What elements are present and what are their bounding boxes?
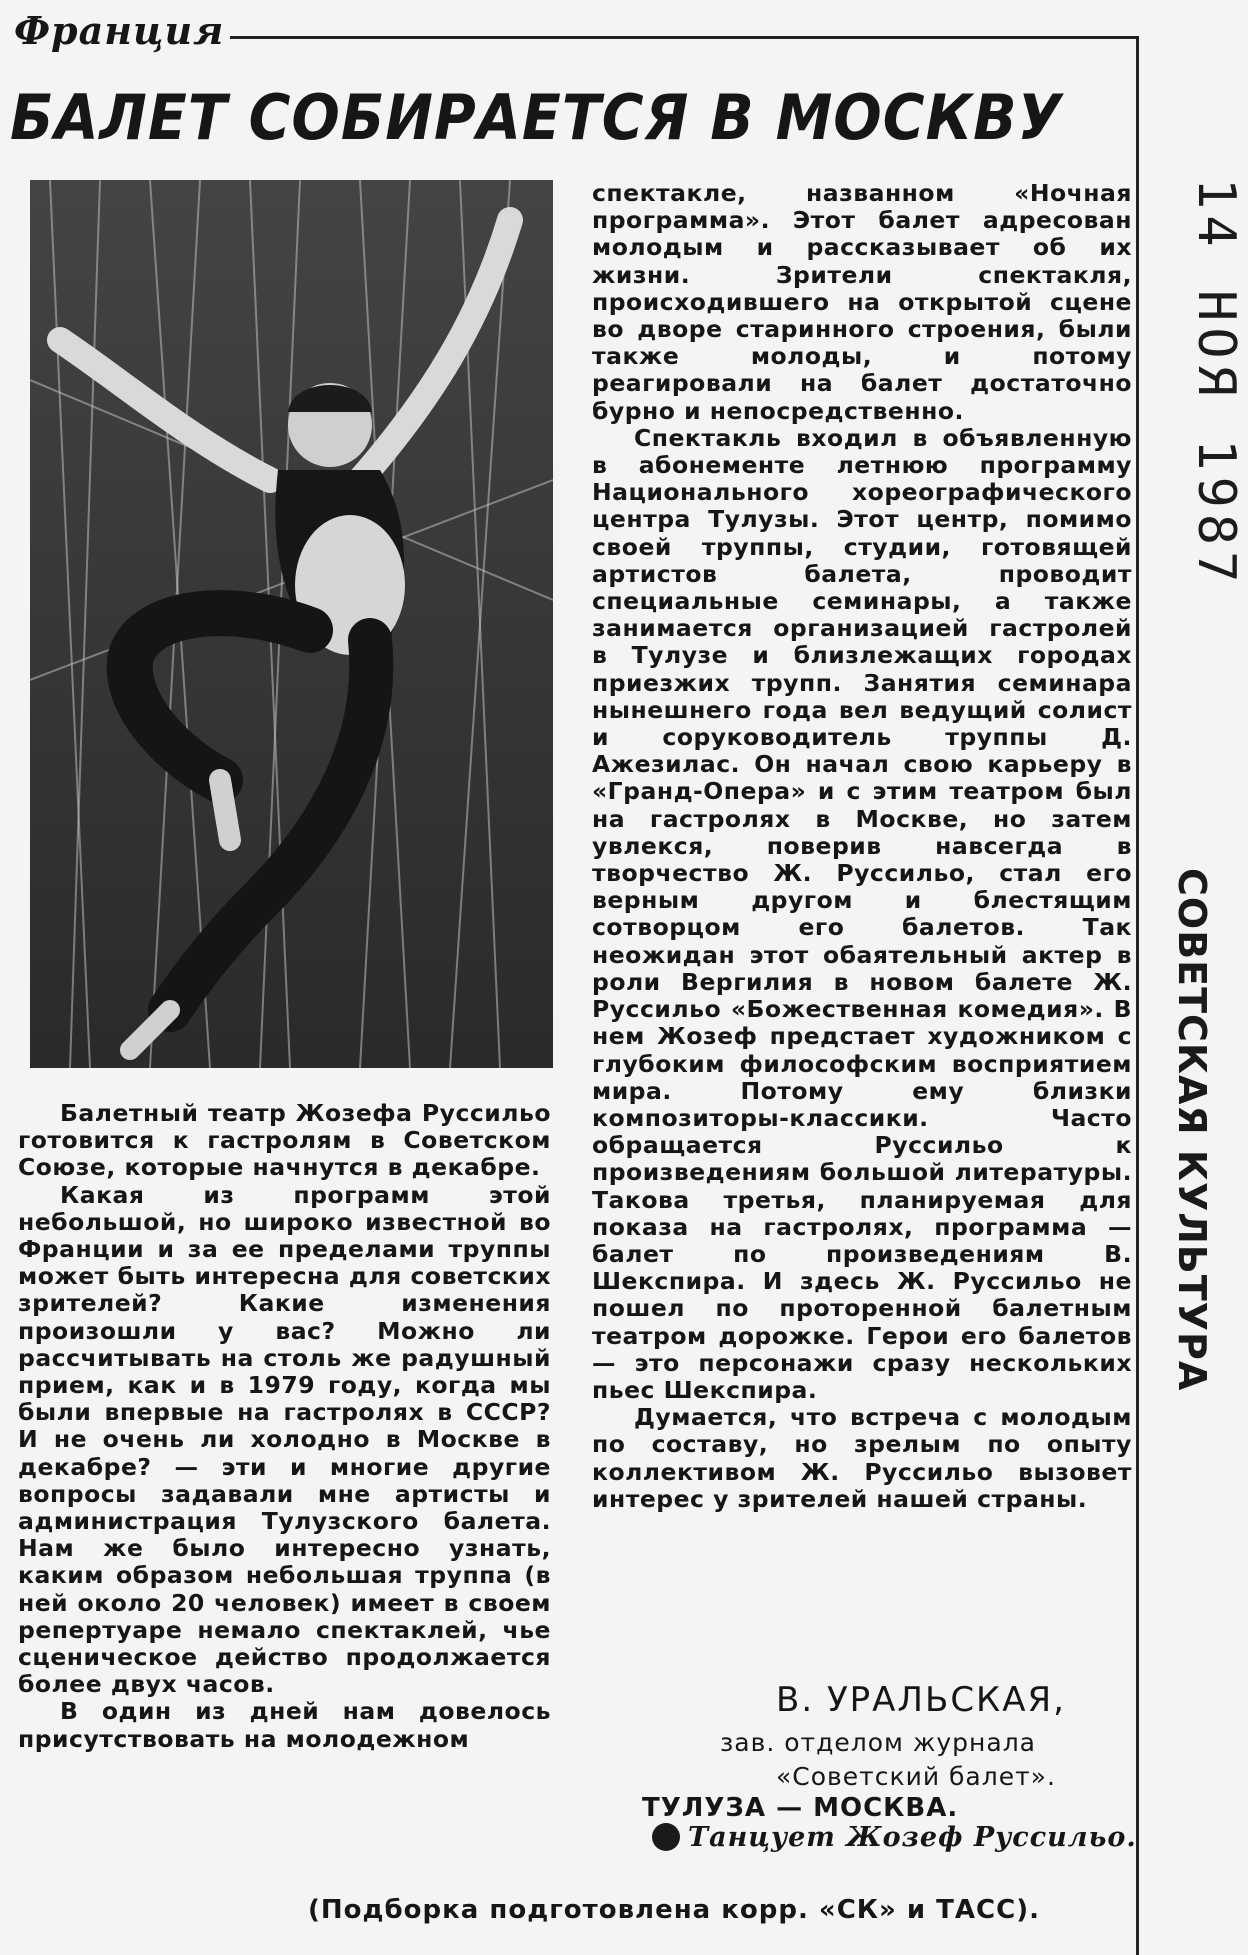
article-paragraph: В один из дней нам довелось присутствовать на молодежном xyxy=(18,1697,551,1753)
author-position: зав. отделом журнала xyxy=(720,1728,1036,1757)
date-stamp-text: 14 НОЯ 1987 xyxy=(1186,178,1246,589)
date-stamp xyxy=(1126,178,1248,658)
article-paragraph: Спектакль входил в объявленную в абонементе летнюю программу Национального хореографического центра Тулузы. Этот центр, помимо своей труппы, студии, готовящей артистов балета, проводит специальные семинары, а также занимается организацией гастролей в Тулузе и близлежащих городах приезжих трупп. Занятия семинара нынешнего года вел ведущий солист и соруководитель труппы Д. Ажезилас. Он начал свою карьеру в «Гранд-Опера» и с этим театром был на гастролях в Москве, но затем увлекся, поверив навсегда в творчество Ж. Руссильо, стал его верным другом и блестящим сотворцом его балетов. Так неожидан этот обаятельный актер в роли Вергилия в новом балете Ж. Руссильо «Божественная комедия». В нем Жозеф предстает художником с глубоким философским восприятием мира. Потому ему близки композиторы-классики. Часто обращается Руссильо к произведениям большой литературы. Такова третья, планируемая для показа на гастролях, программа — балет по произведениям В. Шекспира. И здесь Ж. Руссильо не пошел по проторенной балетным театром дорожке. Герои его балетов — это персонажи сразу нескольких пьес Шекспира. xyxy=(592,423,1132,1404)
dancer-photo xyxy=(30,180,553,1068)
article-paragraph: Какая из программ этой небольшой, но широко известной во Франции и за ее пределами труппы может быть интересна для советских зрителей? Какие изменения произошли у вас? Можно ли рассчитывать на столь же радушный прием, как и в 1979 году, когда мы были впервые на гастролях в СССР? И не очень ли холодно в Москве в декабре? — эти и многие другие вопросы задавали мне артисты и администрация Тулузского балета. Нам же было интересно узнать, каким образом небольшая труппа (в ней около 20 человек) имеет в своем репертуаре немало спектаклей, чье сценическое действо продолжается более двух часов. xyxy=(18,1180,551,1699)
article-paragraph: спектакле, названном «Ночная программа». Этот балет адресован молодым и рассказывает об их жизни. Зрители спектакля, происходившего на открытой сцене во дворе старинного строения, были также молоды, и потому реагировали на балет достаточно бурно и непосредственно. xyxy=(592,179,1132,425)
newspaper-masthead xyxy=(1166,868,1226,1392)
article-right-column xyxy=(592,180,1132,1513)
article-paragraph: Балетный театр Жозефа Руссильо готовится к гастролям в Советском Союзе, которые начнутся в декабре. xyxy=(18,1099,551,1182)
author-name: В. УРАЛЬСКАЯ, xyxy=(776,1680,1066,1720)
author-journal: «Советский балет». xyxy=(776,1762,1056,1791)
dateline: ТУЛУЗА — МОСКВА. xyxy=(642,1793,959,1823)
headline: БАЛЕТ СОБИРАЕТСЯ В МОСКВУ xyxy=(10,82,1063,155)
photo-caption-text: Танцует Жозеф Руссильо. xyxy=(688,1822,1137,1853)
rubric: Франция xyxy=(14,8,230,53)
masthead-text: СОВЕТСКАЯ КУЛЬТУРА xyxy=(1170,868,1214,1392)
dancer-illustration xyxy=(30,180,553,1068)
article-paragraph: Думается, что встреча с молодым по составу, но зрелым по опыту коллективом Ж. Руссильо вызовет интерес у зрителей нашей страны. xyxy=(592,1403,1132,1513)
article-left-column xyxy=(18,1100,551,1753)
credit-line: (Подборка подготовлена корр. «СК» и ТАСС). xyxy=(308,1895,1040,1925)
bullet-icon xyxy=(652,1823,680,1851)
rubric-rule xyxy=(200,36,1138,39)
photo-caption xyxy=(652,1822,1137,1853)
